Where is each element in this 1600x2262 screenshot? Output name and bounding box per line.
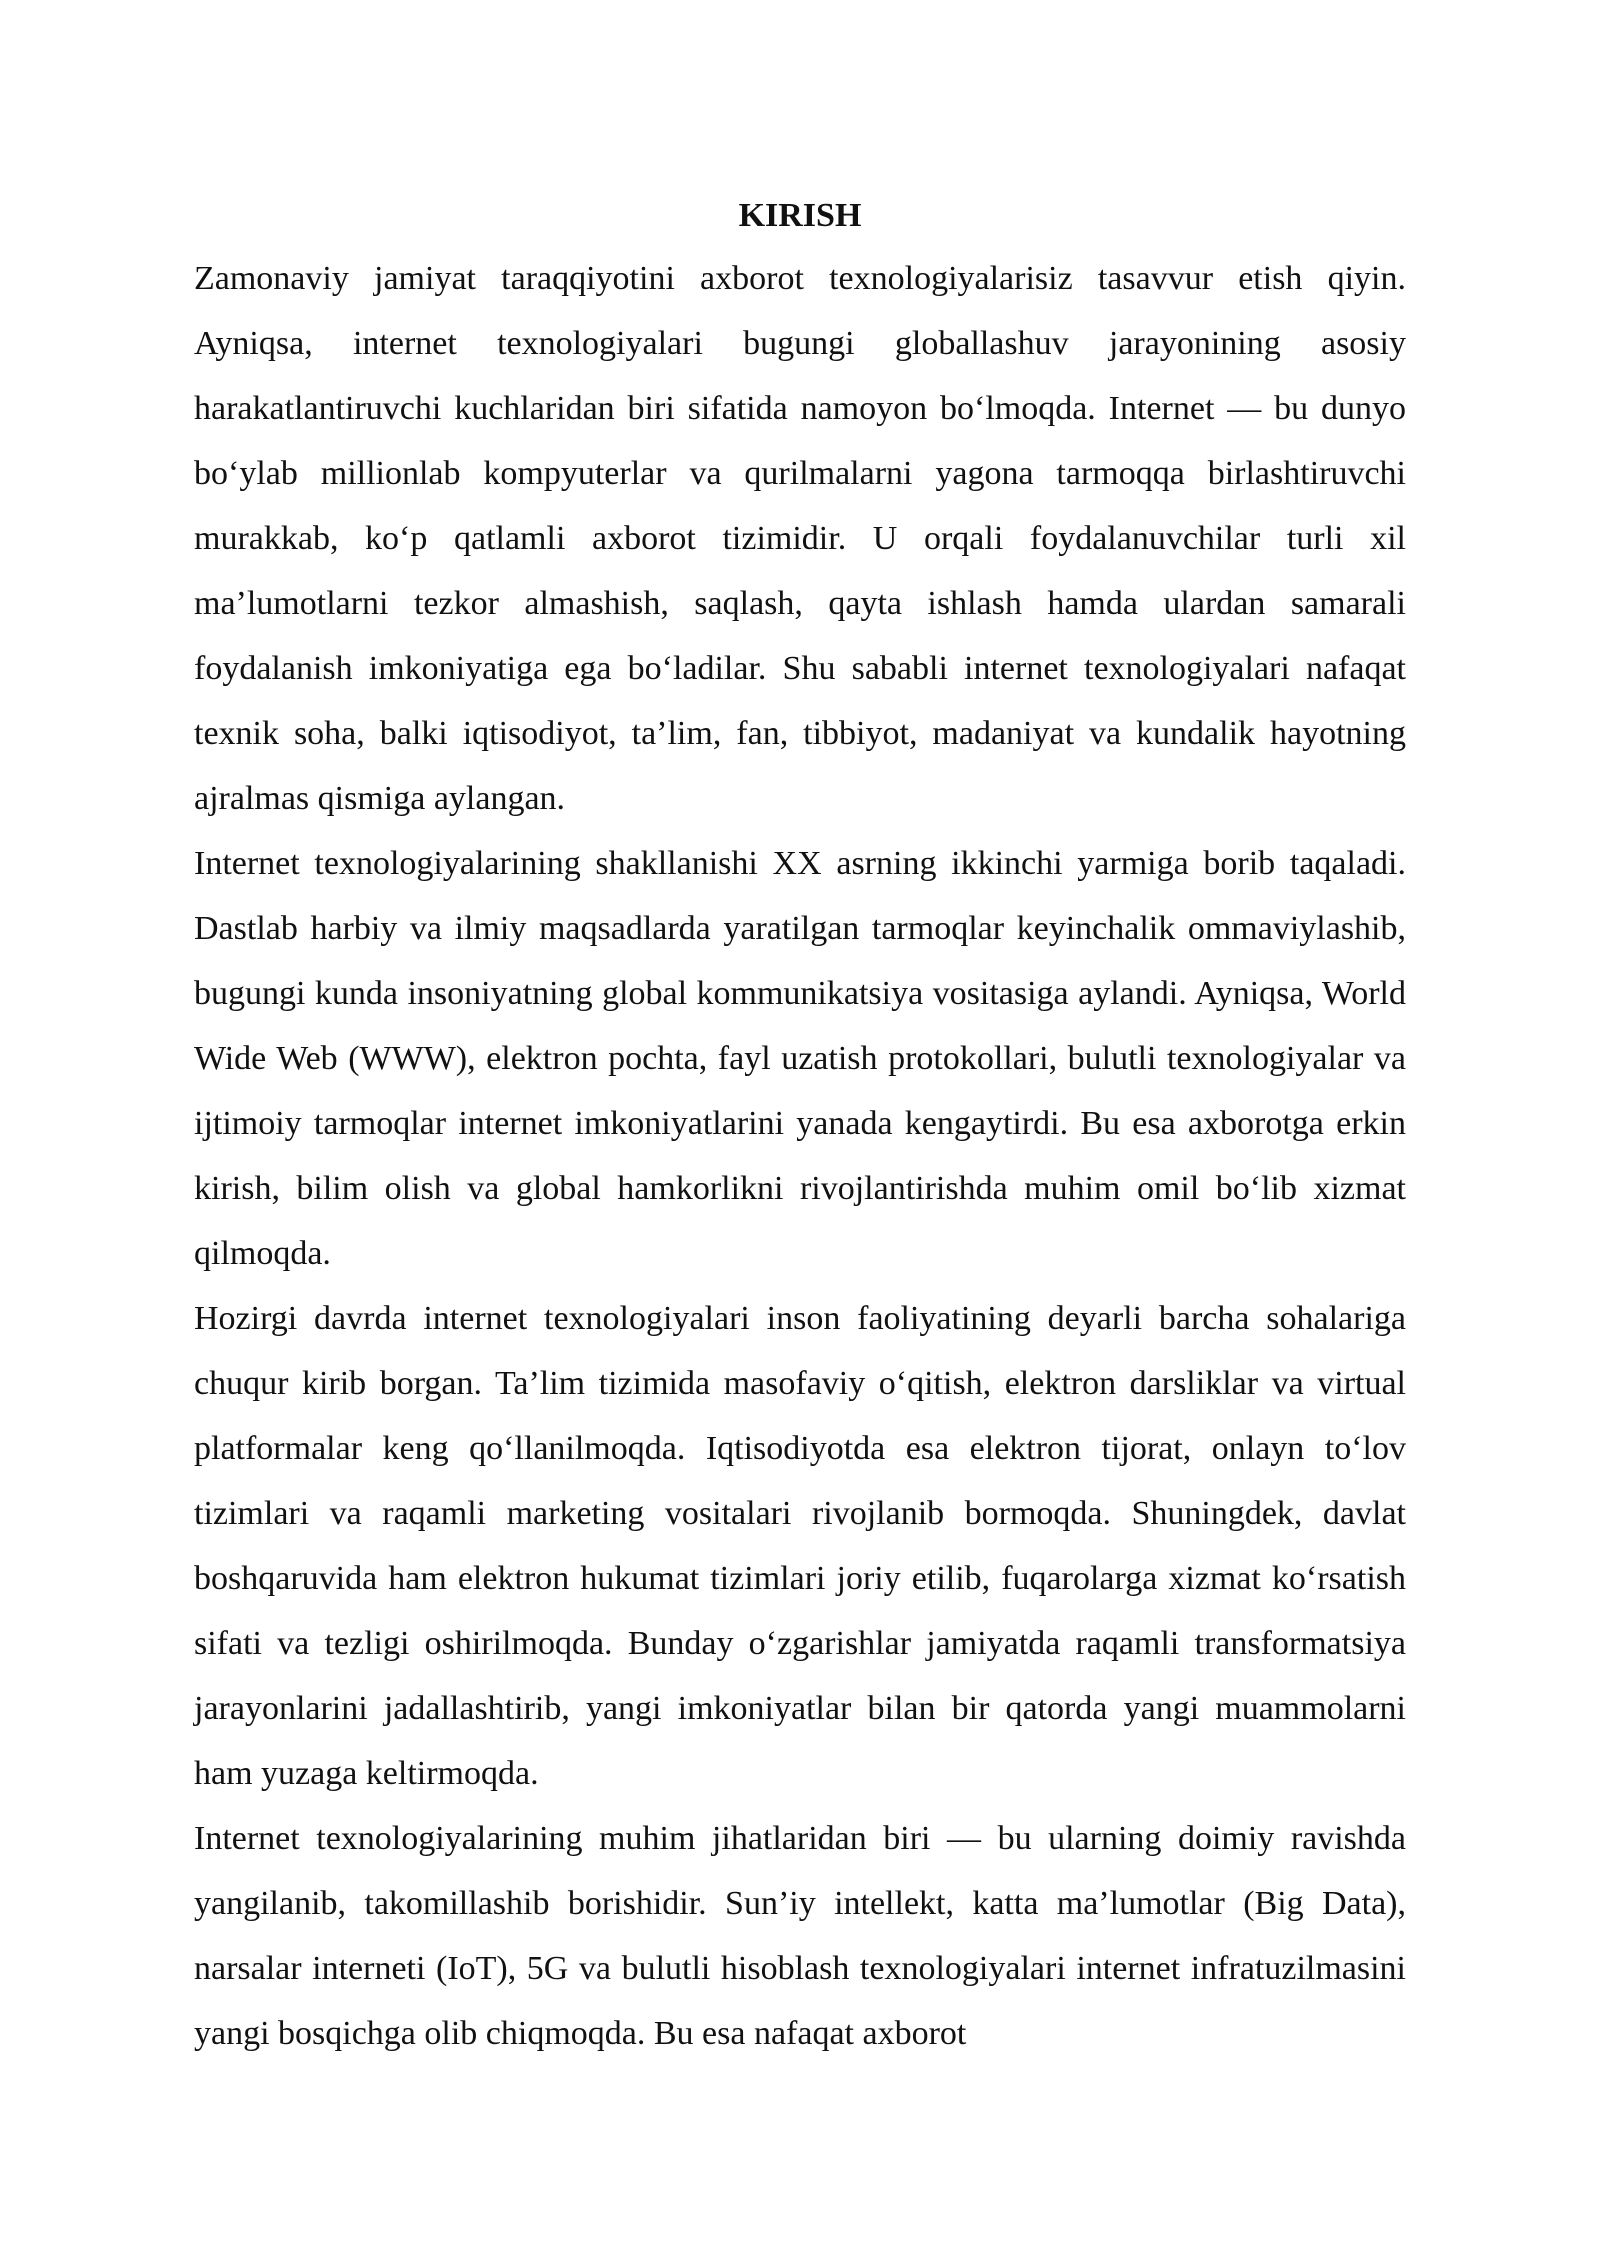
- paragraph-3: Hozirgi davrda internet texnologiyalari inson faoliyatining deyarli barcha sohalariga chuqur kirib borgan. Ta’lim tizimida masofaviy o‘qitish, elektron darsliklar va virtual platformalar keng qo‘llanilmoqda. Iqtisodiyotda esa elektron tijorat, onlayn to‘lov tizimlari va raqamli marketing vositalari rivojlanib bormoqda. Shuningdek, davlat boshqaruvida ham elektron hukumat tizimlari joriy etilib, fuqarolarga xizmat ko‘rsatish sifati va tezligi oshirilmoqda. Bunday o‘zgarishlar jamiyatda raqamli transformatsiya jarayonlarini jadallashtirib, yangi imkoniyatlar bilan bir qatorda yangi muammolarni ham yuzaga keltirmoqda.: [194, 1300, 1406, 1792]
- paragraph-1: Zamonaviy jamiyat taraqqiyotini axborot texnologiyalarisiz tasavvur etish qiyin. Ayniqsa, internet texnologiyalari bugungi globallashuv jarayonining asosiy harakatlantiruvchi kuchlaridan biri sifatida namoyon bo‘lmoqda. Internet — bu dunyo bo‘ylab millionlab kompyuterlar va qurilmalarni yagona tarmoqqa birlashtiruvchi murakkab, ko‘p qatlamli axborot tizimidir. U orqali foydalanuvchilar turli xil ma’lumotlarni tezkor almashish, saqlash, qayta ishlash hamda ulardan samarali foydalanish imkoniyatiga ega bo‘ladilar. Shu sababli internet texnologiyalari nafaqat texnik soha, balki iqtisodiyot, ta’lim, fan, tibbiyot, madaniyat va kundalik hayotning ajralmas qismiga aylangan.: [194, 260, 1406, 817]
- document-page: [194, 186, 1406, 2066]
- paragraph-4: Internet texnologiyalarining muhim jihatlaridan biri — bu ularning doimiy ravishda yangilanib, takomillashib borishidir. Sun’iy intellekt, katta ma’lumotlar (Big Data), narsalar interneti (IoT), 5G va bulutli hisoblash texnologiyalari internet infratuzilmasini yangi bosqichga olib chiqmoqda. Bu esa nafaqat axborot: [194, 1820, 1406, 2052]
- paragraph-2: Internet texnologiyalarining shakllanishi XX asrning ikkinchi yarmiga borib taqaladi. Dastlab harbiy va ilmiy maqsadlarda yaratilgan tarmoqlar keyinchalik ommaviylashib, bugungi kunda insoniyatning global kommunikatsiya vositasiga aylandi. Ayniqsa, World Wide Web (WWW), elektron pochta, fayl uzatish protokollari, bulutli texnologiyalar va ijtimoiy tarmoqlar internet imkoniyatlarini yanada kengaytirdi. Bu esa axborotga erkin kirish, bilim olish va global hamkorlikni rivojlantirishda muhim omil bo‘lib xizmat qilmoqda.: [194, 845, 1406, 1272]
- page-title: KIRISH: [738, 197, 862, 234]
